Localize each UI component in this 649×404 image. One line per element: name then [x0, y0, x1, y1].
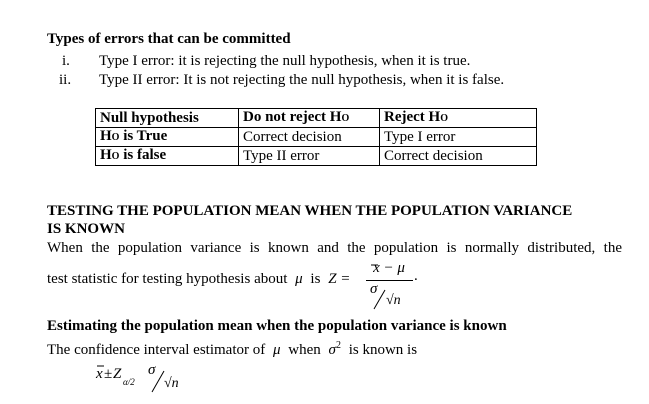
subscript: O — [111, 132, 120, 143]
formula-pm: ± — [104, 366, 113, 382]
formula-z: Z — [113, 366, 122, 382]
list-item: Type II error: It is not rejecting the null hypothesis, when it is false. — [99, 72, 505, 88]
period: . — [414, 268, 418, 284]
errors-table — [95, 108, 537, 166]
errors-title: Types of errors that can be committed — [47, 31, 291, 47]
table-cell: Type II error — [239, 147, 380, 166]
paragraph-text: is known is — [348, 342, 418, 358]
subscript: O — [440, 113, 448, 124]
paragraph: When the population variance is known and the population is normally distributed, the — [47, 240, 622, 256]
xbar-overline — [369, 263, 381, 269]
sigma-symbol: σ — [370, 281, 378, 297]
table-header-cell — [96, 109, 239, 128]
formula-subscript: α/2 — [123, 377, 135, 387]
numerator-text: x − μ — [373, 260, 405, 276]
formula-sqrt-n: √n — [164, 376, 179, 391]
row-label-rest: is True — [119, 128, 168, 144]
paragraph-text: when — [288, 342, 321, 358]
list-marker: ii. — [59, 72, 72, 88]
paragraph-text: test statistic for testing hypothesis about — [47, 271, 288, 287]
list-item: Type I error: it is rejecting the null hypothesis, when it is true. — [99, 53, 471, 69]
table-cell — [96, 128, 239, 147]
formula-x: x — [96, 366, 103, 382]
header-do-not-reject: Do not reject H — [243, 109, 342, 125]
table-header-cell — [239, 109, 380, 128]
row-label: H — [100, 128, 112, 144]
table-cell: Correct decision — [380, 147, 537, 166]
list-marker: i. — [62, 53, 70, 69]
mu-symbol: μ — [273, 342, 281, 358]
table-row — [96, 128, 537, 147]
superscript: 2 — [335, 340, 341, 351]
formula-sigma: σ — [148, 362, 156, 378]
subscript: O — [111, 151, 120, 162]
section-heading: Estimating the population mean when the population variance is known — [47, 318, 507, 334]
row-label-rest: is false — [119, 147, 167, 163]
header-reject: Reject H — [384, 109, 441, 125]
paragraph-line — [47, 271, 350, 288]
sqrt-n: √n — [386, 293, 401, 308]
table-cell: Correct decision — [239, 128, 380, 147]
sigma-symbol: σ — [328, 342, 336, 358]
mu-symbol: μ — [295, 271, 303, 287]
section-heading-cont: IS KNOWN — [47, 221, 125, 237]
section-heading: TESTING THE POPULATION MEAN WHEN THE POPULATION VARIANCE — [47, 203, 573, 219]
table-cell: Type I error — [380, 128, 537, 147]
table-cell — [96, 147, 239, 166]
table-header-row — [96, 109, 537, 128]
paragraph-line — [47, 340, 417, 359]
row-label: H — [100, 147, 112, 163]
z-symbol: Z = — [328, 271, 351, 287]
table-header-cell — [380, 109, 537, 128]
subscript: O — [341, 113, 350, 124]
table-row — [96, 147, 537, 166]
paragraph-text: is — [310, 271, 321, 287]
paragraph-text: The confidence interval estimator of — [47, 342, 266, 358]
header-null-hypothesis: Null hypothesis — [100, 109, 199, 126]
